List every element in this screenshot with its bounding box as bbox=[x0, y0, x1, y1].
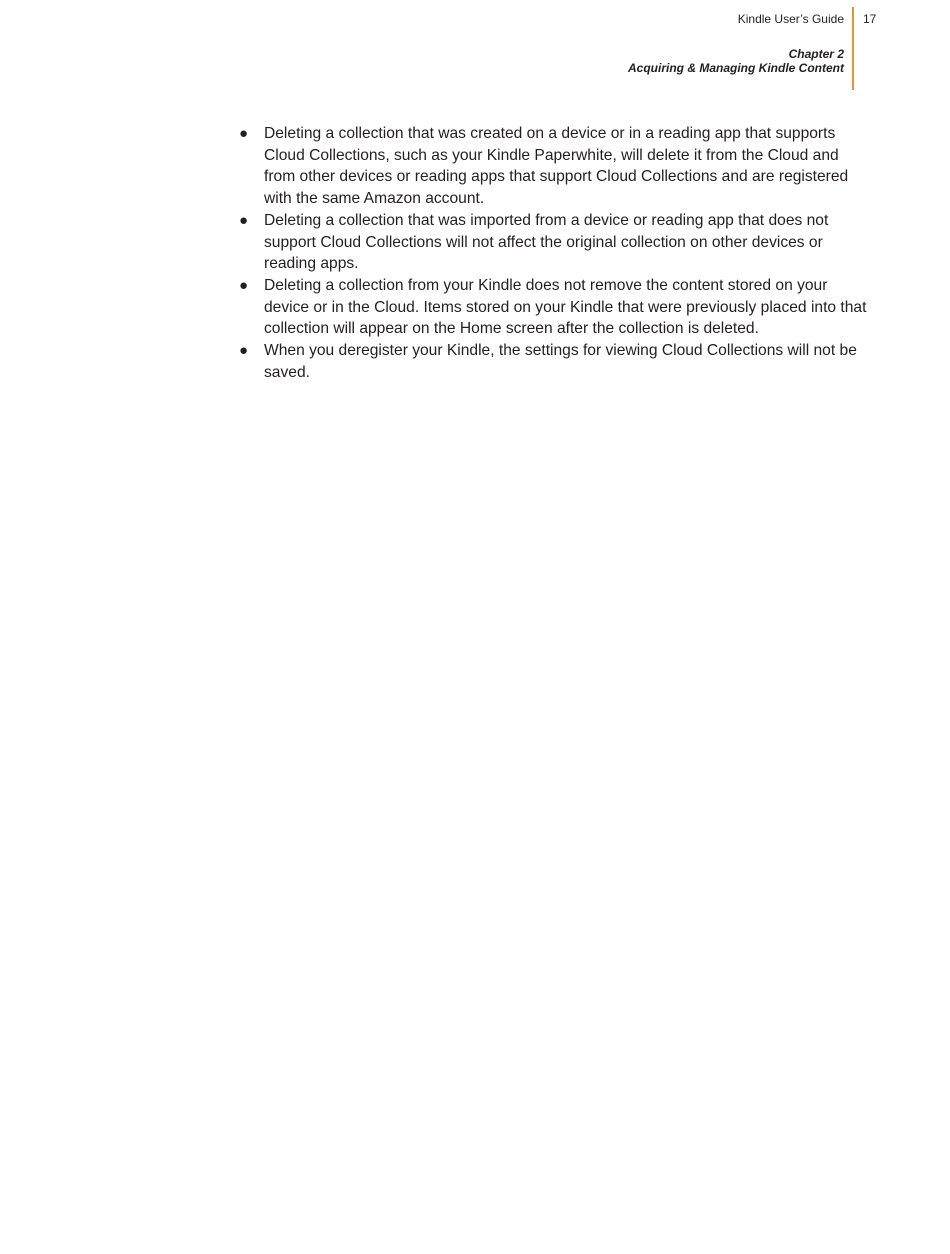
bullet-icon: ● bbox=[239, 342, 249, 360]
bullet-icon: ● bbox=[239, 125, 249, 142]
list-item bbox=[238, 275, 870, 340]
bullet-icon: ● bbox=[239, 276, 249, 294]
chapter-label: Chapter 2 bbox=[788, 47, 844, 61]
list-item bbox=[238, 340, 870, 383]
header-accent-rule bbox=[852, 7, 854, 90]
guide-title: Kindle User’s Guide bbox=[737, 12, 844, 26]
list-item bbox=[238, 123, 870, 210]
bullet-text: Deleting a collection from your Kindle does not remove the content stored on your device or in the Cloud. Items stored on your Kindle that were previously placed into that collection will appear on the Home screen after the collection is deleted. bbox=[264, 276, 867, 338]
bullet-text: Deleting a collection that was imported from a device or reading app that does not support Cloud Collections will not affect the original collection on other devices or reading apps. bbox=[264, 211, 829, 273]
bullet-icon: ● bbox=[239, 211, 249, 229]
bullet-text: Deleting a collection that was created on a device or in a reading app that supports Cloud Collections, such as your Kindle Paperwhite, will delete it from the Cloud and from other devices or reading apps that support Cloud Collections and are registered with the same Amazon account. bbox=[264, 125, 849, 208]
chapter-title: Acquiring & Managing Kindle Content bbox=[628, 61, 844, 75]
page-number: 17 bbox=[863, 12, 877, 26]
chapter-heading bbox=[628, 47, 844, 75]
bullet-text: When you deregister your Kindle, the settings for viewing Cloud Collections will not be saved. bbox=[264, 342, 857, 381]
bullet-list bbox=[238, 123, 870, 383]
list-item bbox=[238, 210, 870, 275]
